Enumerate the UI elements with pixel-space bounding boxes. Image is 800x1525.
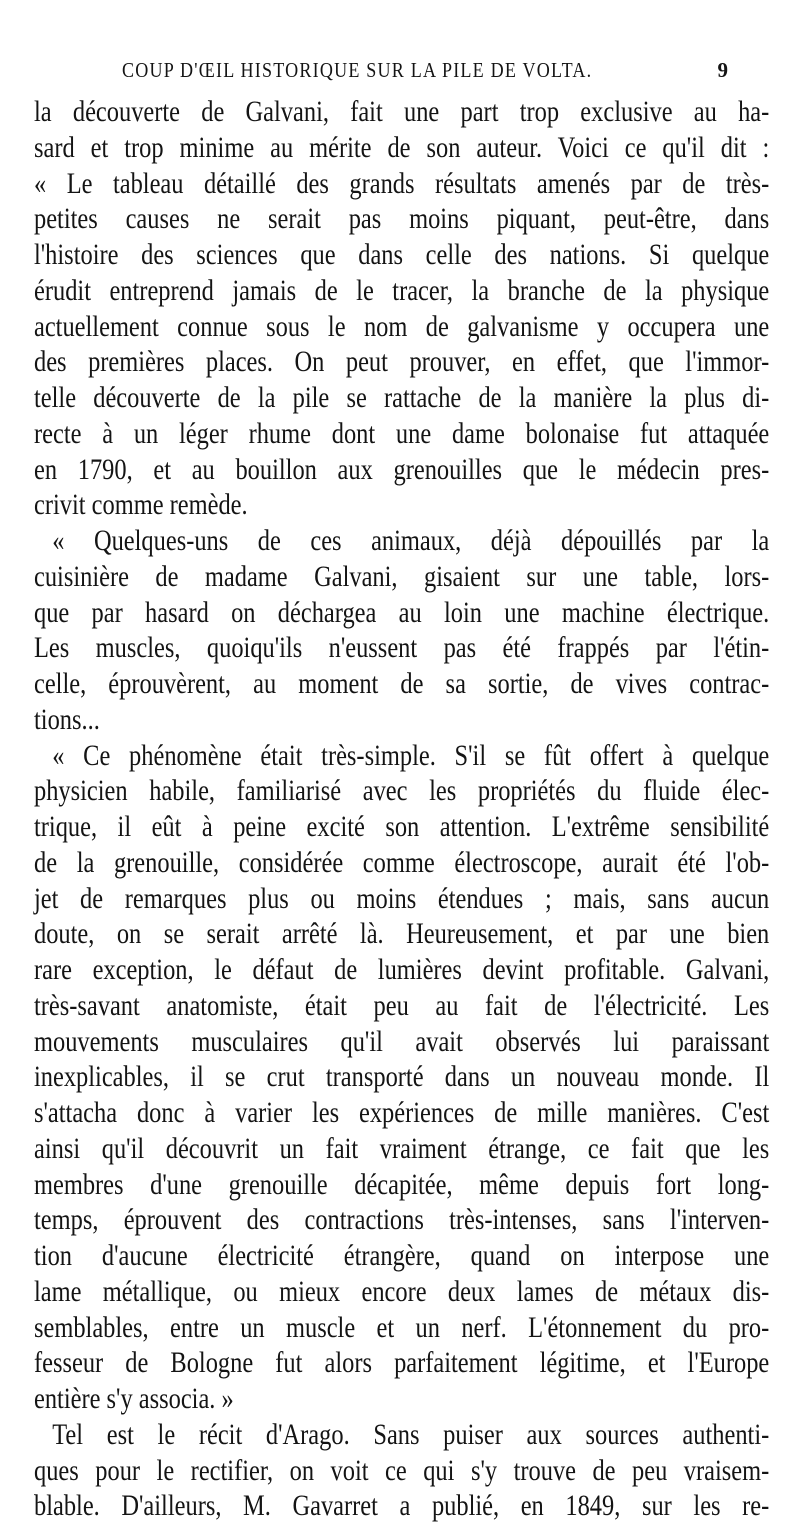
text-line: ainsi qu'il découvrit un fait vraiment étrange, ce fait que les xyxy=(34,1132,770,1165)
text-line: très-savant anatomiste, était peu au fait de l'électricité. Les xyxy=(34,989,770,1022)
text-line: recte à un léger rhume dont une dame bolonaise fut attaquée xyxy=(34,417,770,450)
text-line: de la grenouille, considérée comme électroscope, aurait été l'ob- xyxy=(34,846,770,879)
text-line: en 1790, et au bouillon aux grenouilles que le médecin pres- xyxy=(34,453,770,486)
text-line: telle découverte de la pile se rattache de la manière la plus di- xyxy=(34,382,770,414)
text-line: doute, on se serait arrêté là. Heureusement, et par une bien xyxy=(34,918,770,951)
text-line: tion d'aucune électricité étrangère, quand on interpose une xyxy=(34,1240,770,1272)
text-line: actuellement connue sous le nom de galvanisme y occupera une xyxy=(34,310,770,343)
text-line: jet de remarques plus ou moins étendues ; mais, sans aucun xyxy=(34,882,770,915)
running-title: COUP D'ŒIL HISTORIQUE SUR LA PILE DE VOLTA. xyxy=(122,58,593,82)
text-line: des premières places. On peut prouver, en effet, que l'immor- xyxy=(34,346,770,379)
text-line: temps, éprouvent des contractions très-intenses, sans l'interven- xyxy=(34,1204,770,1237)
text-line: « Le tableau détaillé des grands résultats amenés par de très- xyxy=(34,167,770,200)
text-line: entière s'y associa. » xyxy=(34,1383,234,1415)
text-line: crivit comme remède. xyxy=(34,489,248,522)
text-line: s'attacha donc à varier les expériences de mille manières. C'est xyxy=(34,1097,770,1129)
text-line: que par hasard on déchargea au loin une machine électrique. xyxy=(34,596,770,629)
text-line: membres d'une grenouille décapitée, même depuis fort long- xyxy=(34,1168,770,1201)
text-line: cuisinière de madame Galvani, gisaient sur une table, lors- xyxy=(34,560,770,593)
text-line: lame métallique, ou mieux encore deux lames de métaux dis- xyxy=(34,1275,770,1308)
text-line: érudit entreprend jamais de le tracer, la branche de la physique xyxy=(34,274,770,307)
text-line: l'histoire des sciences que dans celle des nations. Si quelque xyxy=(34,239,770,271)
body-text xyxy=(34,95,769,1525)
text-line: fesseur de Bologne fut alors parfaitement légitime, et l'Europe xyxy=(34,1347,770,1380)
text-line: blable. D'ailleurs, M. Gavarret a publié, en 1849, sur les re- xyxy=(34,1490,770,1523)
text-line: physicien habile, familiarisé avec les propriétés du fluide élec- xyxy=(34,775,770,808)
text-line: ques pour le rectifier, on voit ce qui s'y trouve de peu vraisem- xyxy=(34,1454,770,1487)
text-line: inexplicables, il se crut transporté dans un nouveau monde. Il xyxy=(34,1061,770,1094)
text-line: sard et trop minime au mérite de son auteur. Voici ce qu'il dit : xyxy=(34,131,770,164)
running-head xyxy=(108,58,728,86)
text-line: « Ce phénomène était très-simple. S'il se fût offert à quelque xyxy=(52,739,770,772)
text-line: trique, il eût à peine excité son attention. L'extrême sensibilité xyxy=(34,811,770,843)
text-line: mouvements musculaires qu'il avait observés lui paraissant xyxy=(34,1025,770,1058)
text-line: rare exception, le défaut de lumières devint profitable. Galvani, xyxy=(34,954,770,986)
text-line: « Quelques-uns de ces animaux, déjà dépouillés par la xyxy=(52,525,770,557)
text-line: Les muscles, quoiqu'ils n'eussent pas été frappés par l'étin- xyxy=(34,632,770,665)
text-line: tions... xyxy=(34,703,100,736)
text-line: celle, éprouvèrent, au moment de sa sortie, de vives contrac- xyxy=(34,668,770,700)
text-line: petites causes ne serait pas moins piquant, peut-être, dans xyxy=(34,203,770,236)
page-number: 9 xyxy=(717,58,728,82)
text-line: la découverte de Galvani, fait une part trop exclusive au ha- xyxy=(34,96,770,128)
text-line: semblables, entre un muscle et un nerf. L'étonnement du pro- xyxy=(34,1311,770,1344)
text-line: Tel est le récit d'Arago. Sans puiser aux sources authenti- xyxy=(52,1418,770,1451)
